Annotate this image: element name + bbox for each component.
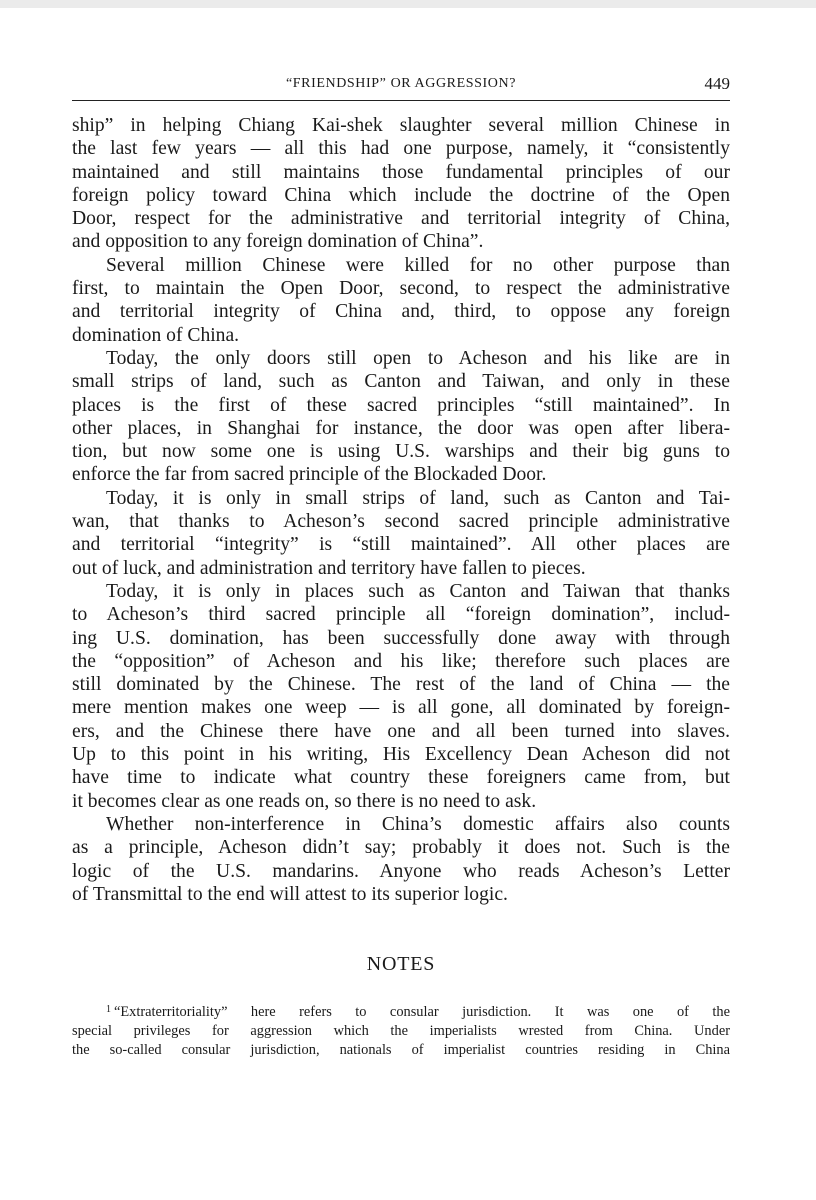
paragraph-line: places is the first of these sacred principles “still maintained”. In [72,394,730,416]
paragraph-line: have time to indicate what country these foreigners came from, but [72,767,730,789]
paragraph-line: it becomes clear as one reads on, so there is no need to ask. [72,790,537,812]
footnote-text: “Extraterritoriality” here refers to consular jurisdiction. It was one of the [114,1004,730,1020]
paragraph-line: and territorial “integrity” is “still maintained”. All other places are [72,534,730,556]
paragraph-5 [72,580,730,813]
paragraph-line: mere mention makes one weep — is all gone, all dominated by foreign- [72,697,730,719]
paragraph-line: Several million Chinese were killed for no other purpose than [106,254,730,276]
running-head [72,72,730,100]
notes-heading: NOTES [366,953,436,975]
paragraph-4 [72,487,730,580]
paragraph-line: Today, it is only in small strips of land, such as Canton and Tai- [106,487,730,509]
paragraph-line: still dominated by the Chinese. The rest of the land of China — the [72,674,730,696]
paragraph-line: tion, but now some one is using U.S. warships and their big guns to [72,441,730,463]
paragraph-line: maintained and still maintains those fundamental principles of our [72,161,730,183]
paragraph-line: as a principle, Acheson didn’t say; probably it does not. Such is the [72,837,730,859]
paragraph-line: Up to this point in his writing, His Excellency Dean Acheson did not [72,744,730,766]
footnote-1 [72,1000,730,1060]
paragraph-6 [72,813,730,906]
running-title: “FRIENDSHIP” OR AGGRESSION? [285,76,517,91]
paragraph-line: domination of China. [72,324,240,346]
paragraph-line: ers, and the Chinese there have one and all been turned into slaves. [72,720,730,742]
paragraph-line: of Transmittal to the end will attest to its superior logic. [72,883,508,905]
paragraph-line: and territorial integrity of China and, third, to oppose any foreign [72,301,730,323]
paragraph-line: small strips of land, such as Canton and Taiwan, and only in these [72,371,730,393]
paragraph-line: the “opposition” of Acheson and his like; therefore such places are [72,650,730,672]
paragraph-line: Today, the only doors still open to Acheson and his like are in [106,347,730,369]
paragraph-line: Today, it is only in places such as Canton and Taiwan that thanks [106,580,730,602]
paragraph-line: out of luck, and administration and territory have fallen to pieces. [72,557,586,579]
paragraph-line: ship” in helping Chiang Kai-shek slaughter several million Chinese in [72,115,730,136]
paragraph-line: logic of the U.S. mandarins. Anyone who reads Acheson’s Letter [72,860,730,882]
paragraph-line: foreign policy toward China which include the doctrine of the Open [72,184,730,206]
footnote-line [72,1000,730,1022]
paragraph-line: the last few years — all this had one purpose, namely, it “consistently [72,138,730,160]
footnote-line: special privileges for aggression which the imperialists wrested from China. Under [72,1023,730,1039]
paragraph-line: first, to maintain the Open Door, second, to respect the administrative [72,278,730,300]
paragraph-line: and opposition to any foreign domination of China”. [72,231,484,253]
paragraph-line: to Acheson’s third sacred principle all “foreign domination”, includ- [72,604,730,626]
page-number: 449 [704,74,730,93]
paragraph-line: Whether non-interference in China’s domestic affairs also counts [106,813,730,835]
paragraph-line: other places, in Shanghai for instance, the door was open after libera- [72,417,730,439]
paragraph-line: ing U.S. domination, has been successfully done away with through [72,627,730,649]
paragraph-line: Door, respect for the administrative and territorial integrity of China, [72,208,730,230]
footnote-line: the so-called consular jurisdiction, nationals of imperialist countries residing in China [72,1042,730,1058]
paragraph-1 [72,114,730,254]
paragraph-3 [72,347,730,487]
paragraph-line: wan, that thanks to Acheson’s second sacred principle administrative [72,511,730,533]
header-rule [72,100,730,101]
footnote-marker: 1 [106,1004,111,1015]
paragraph-2 [72,254,730,347]
paragraph-line: enforce the far from sacred principle of the Blockaded Door. [72,464,547,486]
body-text [72,114,730,906]
